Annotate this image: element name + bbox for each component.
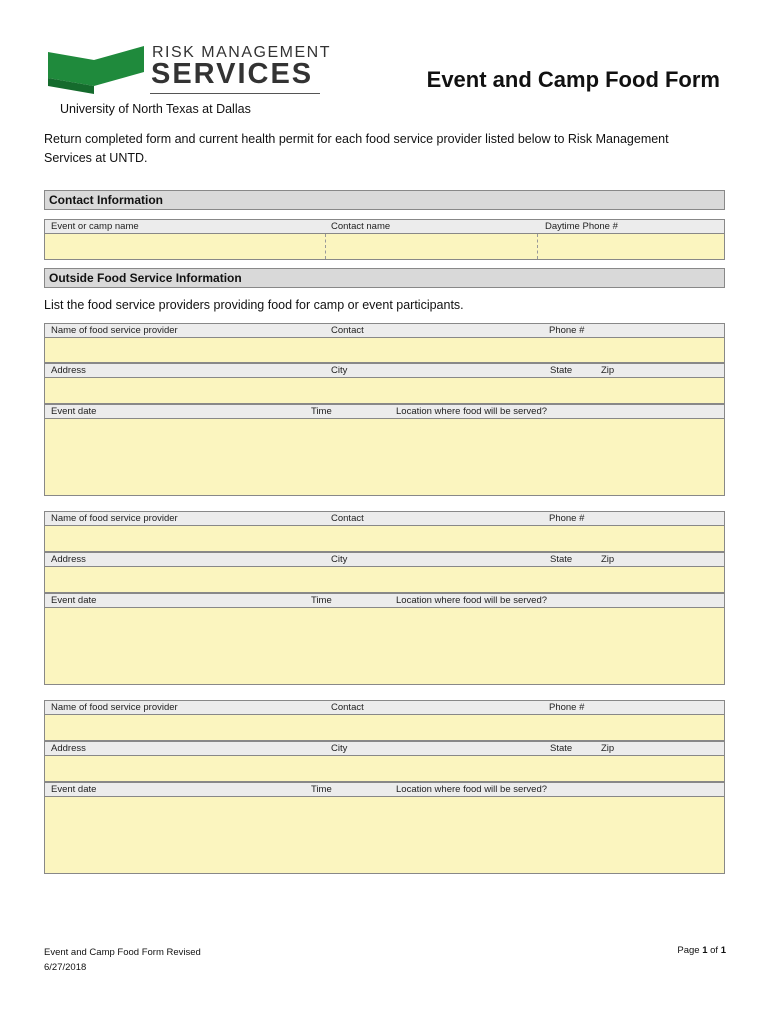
state-label: State [550,743,573,754]
zip-label: Zip [601,554,615,565]
time-label: Time [311,406,332,417]
address-field[interactable] [44,756,725,782]
event-details-field[interactable] [44,419,725,496]
state-label: State [550,365,573,376]
address-label-row [44,363,725,378]
contact-label-row [44,219,725,234]
page-number: Page 1 of 1 [677,945,726,956]
phone-label: Phone # [549,325,585,336]
provider-field[interactable] [44,526,725,552]
address-field[interactable] [44,378,725,404]
address-label-row [44,552,725,567]
phone-label: Phone # [549,702,585,713]
outside-section-heading: Outside Food Service Information [44,268,725,288]
provider-label-row [44,323,725,338]
location-label: Location where food will be served? [396,595,548,606]
time-label: Time [311,595,332,606]
contact-name-label: Contact name [331,221,391,232]
address-label-row [44,741,725,756]
event-label-row [44,782,725,797]
address-label: Address [51,365,86,376]
logo-text-top: RISK MANAGEMENT [152,44,331,61]
provider-label: Name of food service provider [51,513,178,524]
form-title: Event and Camp Food Form [426,67,720,92]
location-label: Location where food will be served? [396,784,548,795]
provider-field[interactable] [44,715,725,741]
footer-revision [44,945,201,975]
daytime-phone-label: Daytime Phone # [545,221,618,232]
event-date-label: Event date [51,784,97,795]
state-label: State [550,554,573,565]
zip-label: Zip [601,743,615,754]
provider-label: Name of food service provider [51,702,178,713]
logo-divider [150,93,320,94]
city-label: City [331,743,348,754]
city-label: City [331,554,348,565]
address-field[interactable] [44,567,725,593]
provider-label-row [44,700,725,715]
event-label-row [44,593,725,608]
provider-field[interactable] [44,338,725,363]
university-name: University of North Texas at Dallas [60,102,251,116]
footer-date: 6/27/2018 [44,962,87,973]
provider-label: Name of food service provider [51,325,178,336]
logo-text-main: SERVICES [151,58,314,90]
contact-label: Contact [331,325,364,336]
outside-intro-text: List the food service providers providing food for camp or event participants. [44,298,464,312]
location-label: Location where food will be served? [396,406,548,417]
address-label: Address [51,554,86,565]
contact-section-heading: Contact Information [44,190,725,210]
intro-text: Return completed form and current health permit for each food service provider listed below to Risk Management Services at UNTD. [44,132,669,165]
time-label: Time [311,784,332,795]
zip-label: Zip [601,365,615,376]
contact-label: Contact [331,702,364,713]
event-date-label: Event date [51,406,97,417]
address-label: Address [51,743,86,754]
event-label-row [44,404,725,419]
phone-label: Phone # [549,513,585,524]
event-details-field[interactable] [44,608,725,685]
provider-label-row [44,511,725,526]
event-name-label: Event or camp name [51,221,139,232]
city-label: City [331,365,348,376]
footer-form-name: Event and Camp Food Form Revised [44,947,201,958]
event-date-label: Event date [51,595,97,606]
contact-fields [44,234,725,260]
contact-label: Contact [331,513,364,524]
event-details-field[interactable] [44,797,725,874]
